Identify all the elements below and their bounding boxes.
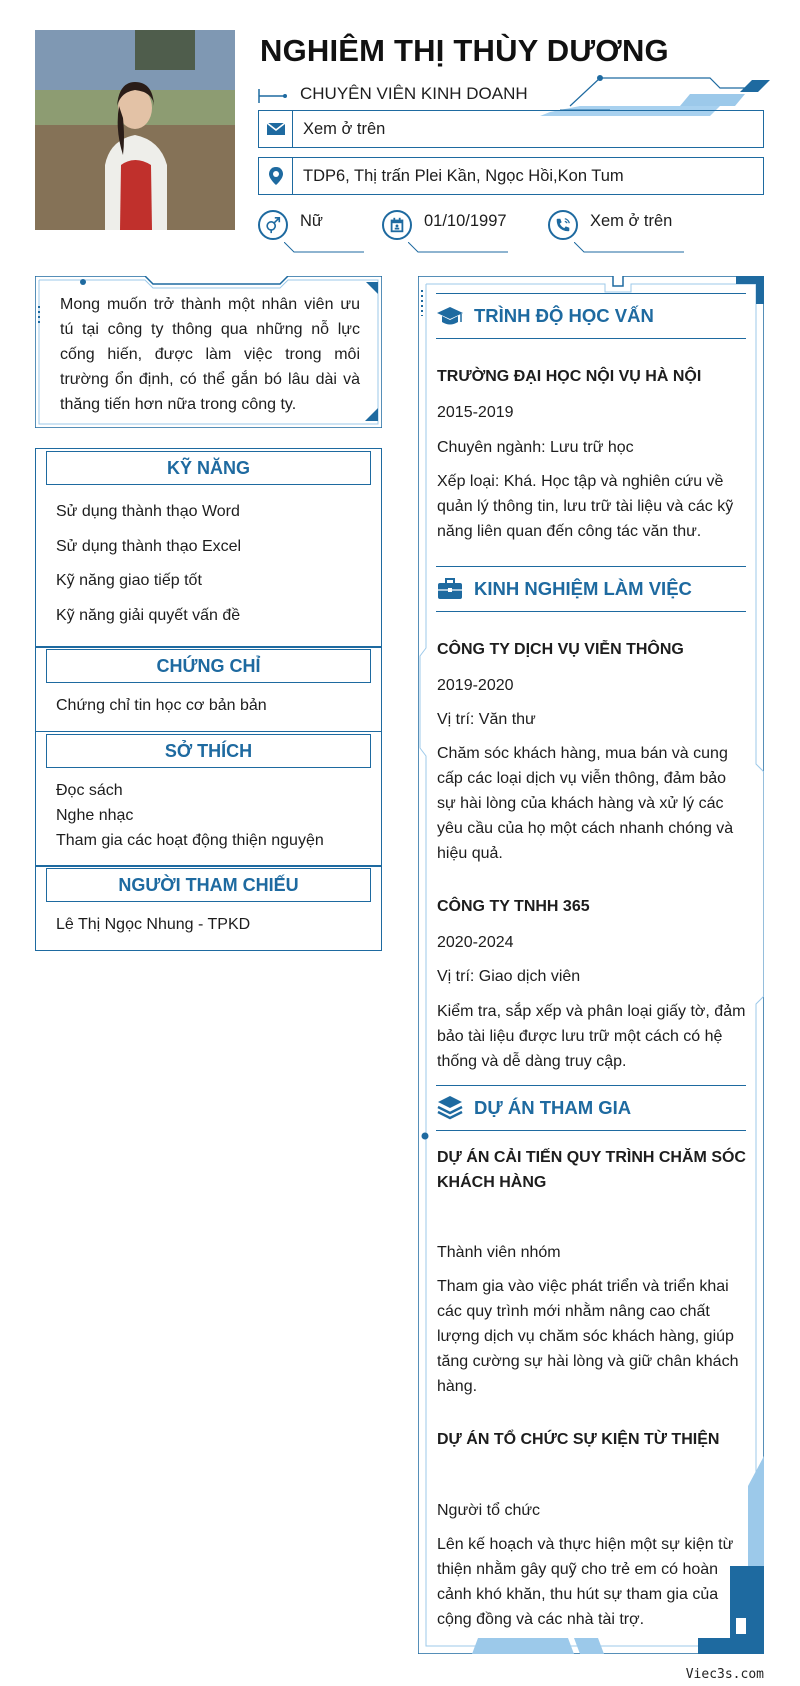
hobby-item: Tham gia các hoạt động thiện nguyện [56, 832, 324, 849]
map-pin-icon [259, 158, 293, 194]
profile-photo-illustration [35, 30, 235, 230]
education-school: TRƯỜNG ĐẠI HỌC NỘI VỤ HÀ NỘI [437, 368, 702, 385]
calendar-icon [382, 210, 412, 240]
hobby-item: Đọc sách [56, 782, 123, 799]
hobbies-list [36, 768, 381, 857]
candidate-name: NGHIÊM THỊ THÙY DƯƠNG [260, 33, 669, 68]
job-position: Vị trí: Giao dịch viên [437, 968, 581, 985]
references-list [36, 902, 381, 934]
projects-heading [436, 1085, 746, 1131]
skill-item: Sử dụng thành thạo Excel [56, 537, 242, 555]
job-description: Chăm sóc khách hàng, mua bán và cung cấp các loại dịch vụ viễn thông, đảm bảo sự hài lòng của khách hàng và xử lý các yêu cầu của họ một cách nhanh chóng và hiệu quả. [437, 745, 734, 862]
graduation-cap-icon [436, 302, 464, 330]
education-title: TRÌNH ĐỘ HỌC VẤN [474, 305, 654, 326]
profile-photo [35, 30, 235, 230]
certificates-list [36, 683, 381, 715]
education-description: Xếp loại: Khá. Học tập và nghiên cứu về quản lý thông tin, lưu trữ tài liệu và các kỹ năng liên quan đến công tác văn thư. [437, 473, 734, 540]
gender-item [258, 210, 368, 250]
project-description: Tham gia vào việc phát triển và triển khai các quy trình mới nhằm nâng cao chất lượng dịch vụ chăm sóc khách hàng, giúp tăng cường sự hài lòng và giữ chân khách hàng. [437, 1278, 739, 1395]
certificates-panel [35, 646, 382, 732]
gender-value: Nữ [300, 212, 323, 230]
birthday-value: 01/10/1997 [424, 212, 507, 230]
career-objective [35, 276, 382, 428]
projects-title: DỰ ÁN THAM GIA [474, 1097, 632, 1118]
hobbies-panel [35, 731, 382, 867]
watermark: Viec3s.com [685, 1667, 764, 1682]
phone-icon [548, 210, 578, 240]
project-role: Người tổ chức [437, 1502, 541, 1519]
phone-item [548, 210, 698, 250]
job-period: 2020-2024 [437, 934, 514, 951]
gender-icon [258, 210, 288, 240]
phone-value: Xem ở trên [590, 212, 673, 230]
birthday-item [382, 210, 532, 250]
skill-item: Kỹ năng giao tiếp tốt [56, 572, 202, 589]
skill-item: Kỹ năng giải quyết vấn đề [56, 606, 241, 624]
certificate-item: Chứng chỉ tin học cơ bản bản [56, 697, 267, 714]
address-row [258, 157, 764, 195]
certificates-heading: CHỨNG CHỈ [46, 649, 371, 683]
objective-text: Mong muốn trở thành một nhân viên ưu tú tại công ty thông qua những nỗ lực cống hiến, được làm việc trong môi trường ổn định, có thể gắn bó lâu dài và thăng tiến hơn nữa trong công ty. [60, 296, 360, 413]
references-panel [35, 865, 382, 951]
skills-heading: KỸ NĂNG [46, 451, 371, 485]
job-description: Kiểm tra, sắp xếp và phân loại giấy tờ, đảm bảo tài liệu được lưu trữ một cách có hệ thống và dễ dàng truy cập. [437, 1003, 746, 1070]
job-company: CÔNG TY TNHH 365 [437, 898, 590, 915]
email-value: Xem ở trên [303, 119, 386, 138]
reference-item: Lê Thị Ngọc Nhung - TPKD [56, 916, 251, 933]
job-company: CÔNG TY DỊCH VỤ VIỄN THÔNG [437, 641, 684, 658]
hobbies-heading: SỞ THÍCH [46, 734, 371, 768]
skills-panel [35, 448, 382, 648]
education-heading [436, 293, 746, 339]
job-title: CHUYÊN VIÊN KINH DOANH [300, 84, 528, 103]
project-role: Thành viên nhóm [437, 1244, 561, 1261]
email-row [258, 110, 764, 148]
envelope-icon [259, 111, 293, 147]
hobby-item: Nghe nhạc [56, 807, 134, 824]
job-position: Vị trí: Văn thư [437, 711, 536, 728]
title-line-decoration [258, 86, 288, 106]
project-name: DỰ ÁN TỔ CHỨC SỰ KIỆN TỪ THIỆN [437, 1431, 720, 1448]
address-value: TDP6, Thị trấn Plei Kần, Ngọc Hồi,Kon Tum [303, 166, 624, 185]
skill-item: Sử dụng thành thạo Word [56, 503, 240, 520]
briefcase-icon [436, 575, 464, 603]
experience-heading [436, 566, 746, 612]
experience-title: KINH NGHIỆM LÀM VIỆC [474, 578, 692, 599]
references-heading: NGƯỜI THAM CHIẾU [46, 868, 371, 902]
project-name: DỰ ÁN CẢI TIẾN QUY TRÌNH CHĂM SÓC KHÁCH HÀNG [437, 1149, 746, 1191]
project-description: Lên kế hoạch và thực hiện một sự kiện từ thiện nhằm gây quỹ cho trẻ em có hoàn cảnh khó khăn, thu hút sự tham gia của cộng đồng và các nhà tài trợ. [437, 1536, 734, 1628]
education-period: 2015-2019 [437, 404, 514, 421]
skills-list [36, 485, 381, 641]
education-major: Chuyên ngành: Lưu trữ học [437, 439, 634, 456]
job-period: 2019-2020 [437, 677, 514, 694]
layers-icon [436, 1094, 464, 1122]
